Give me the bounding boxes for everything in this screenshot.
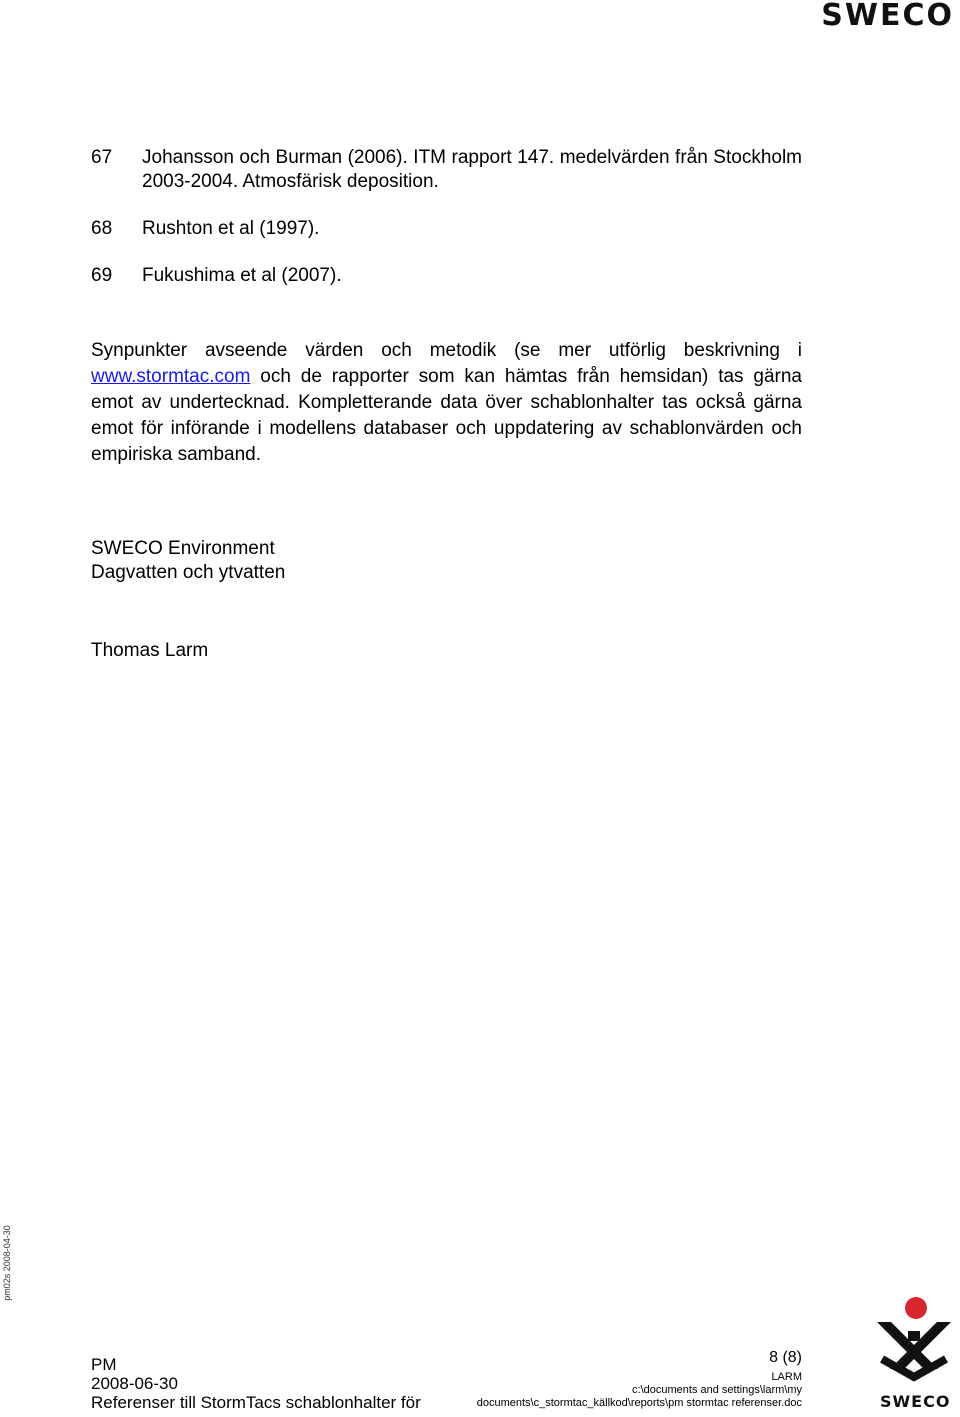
footer-page-number: 8 (8)	[769, 1349, 802, 1366]
footer-doc-type: PM	[91, 1355, 117, 1374]
footer-author: LARM	[771, 1371, 802, 1383]
footer-path-line2: documents\c_stormtac_källkod\reports\pm stormtac referenser.doc	[476, 1397, 802, 1409]
reference-text: Rushton et al (1997).	[142, 218, 320, 239]
reference-number: 67	[91, 147, 113, 168]
reference-text: Fukushima et al (2007).	[142, 265, 342, 286]
paragraph-text-start: Synpunkter avseende värden och metodik (se mer utförlig beskrivning i	[91, 340, 802, 361]
signature-department: Dagvatten och ytvatten	[91, 562, 286, 583]
sweco-logo-header: SWECO	[821, 0, 954, 33]
feedback-paragraph	[91, 338, 802, 468]
signature-company: SWECO Environment	[91, 538, 275, 559]
sweco-logo-footer: SWECO	[880, 1392, 951, 1411]
side-template-note: pm02s 2008-04-30	[2, 1225, 12, 1301]
reference-item-67	[91, 146, 802, 194]
reference-item-68	[91, 217, 802, 241]
signature-name: Thomas Larm	[91, 640, 209, 661]
reference-number: 68	[91, 218, 113, 239]
footer-date: 2008-06-30	[91, 1374, 178, 1393]
footer-path-line1: c:\documents and settings\larm\my	[632, 1384, 802, 1396]
footer-title: Referenser till StormTacs schablonhalter för	[91, 1393, 421, 1412]
paragraph-text-end: och de rapporter som kan hämtas från hemsidan) tas gärna emot av undertecknad. Kompletterande data över schablonhalter tas också gärna emot för införande i modellens databaser och uppdatering av schablonvärden och empiriska samband.	[91, 366, 802, 465]
reference-item-69	[91, 264, 802, 288]
sweco-emblem-icon	[874, 1295, 954, 1385]
reference-text: Johansson och Burman (2006). ITM rapport 147. medelvärden från Stockholm 2003-2004. Atmosfärisk deposition.	[142, 147, 802, 192]
stormtac-link[interactable]: www.stormtac.com	[91, 366, 251, 387]
reference-number: 69	[91, 265, 113, 286]
